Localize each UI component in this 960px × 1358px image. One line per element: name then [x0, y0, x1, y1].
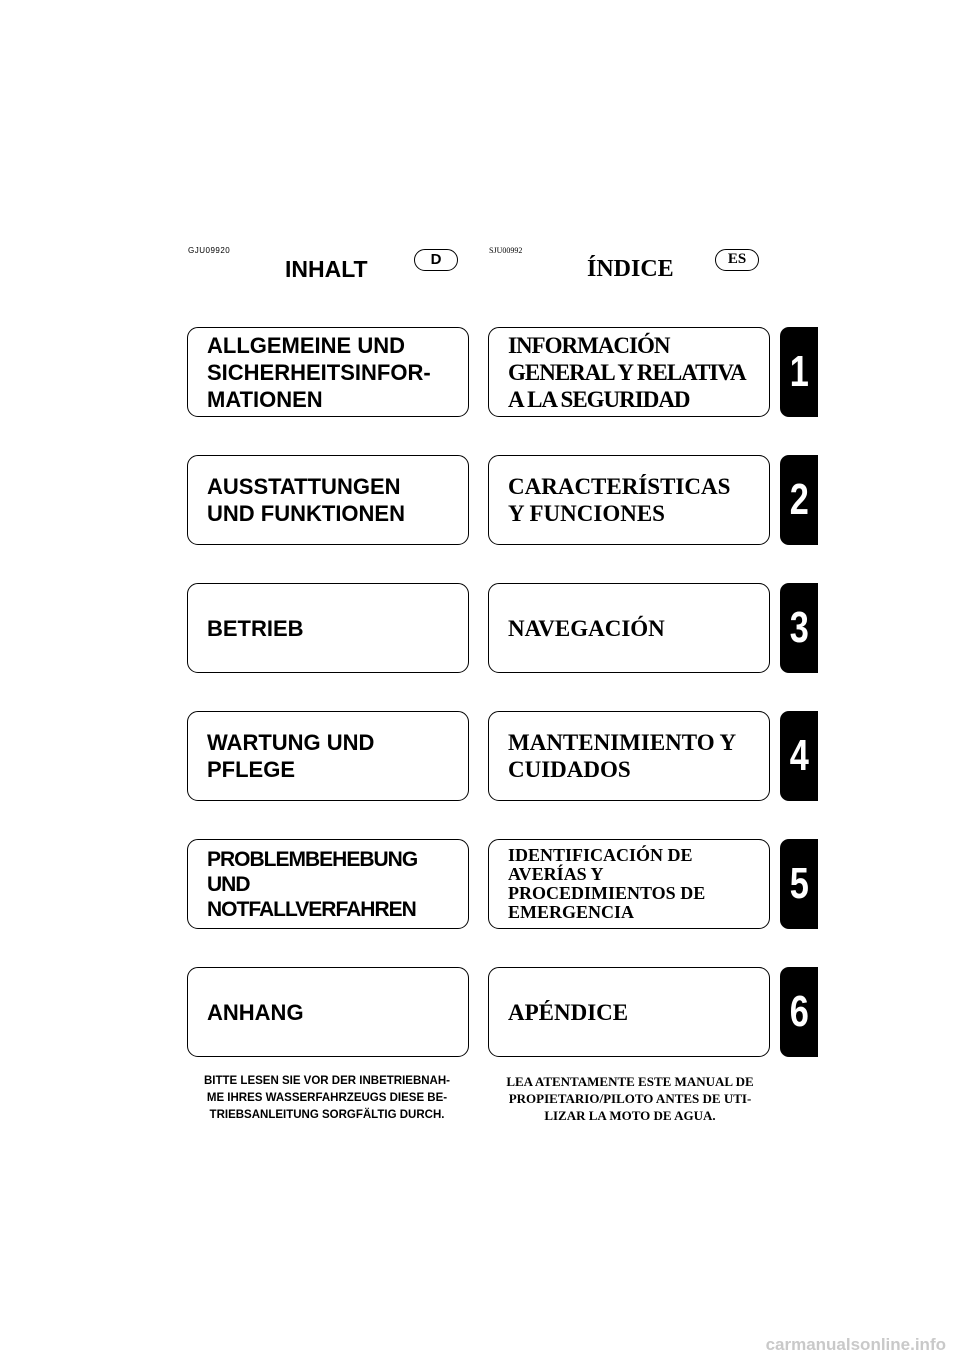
- page-title-de: INHALT: [285, 256, 368, 282]
- section-3-es-label: NAVEGACIÓN: [508, 615, 665, 641]
- section-2-de-label: AUSSTATTUNGEN UND FUNKTIONEN: [207, 474, 405, 526]
- document-code-es: SJU00992: [489, 246, 523, 255]
- section-6-number: 6: [789, 987, 809, 1036]
- section-6-tab[interactable]: [780, 967, 818, 1057]
- section-3-es-link[interactable]: [488, 583, 770, 673]
- section-1-de-label: ALLGEMEINE UND SICHERHEITSINFOR- MATIONEN: [207, 332, 431, 412]
- section-4-es-label: MANTENIMIENTO Y CUIDADOS: [508, 730, 737, 782]
- section-4-es-link[interactable]: [488, 711, 770, 801]
- section-1-number: 1: [789, 347, 809, 396]
- section-4-de-label: WARTUNG UND PFLEGE: [207, 730, 375, 782]
- section-5-tab[interactable]: [780, 839, 818, 929]
- section-1-tab[interactable]: [780, 327, 818, 417]
- section-2-tab[interactable]: [780, 455, 818, 545]
- section-3-number: 3: [789, 603, 809, 652]
- section-2-es-label: CARACTERÍSTICAS Y FUNCIONES: [508, 474, 731, 526]
- watermark-url[interactable]: carmanualsonline.info: [765, 1335, 946, 1354]
- reading-notice-de: BITTE LESEN SIE VOR DER INBETRIEBNAH- ME IHRES WASSERFAHRZEUGS DIESE BE- TRIEBSANLEITUNG SORGFÄLTIG DURCH.: [204, 1075, 450, 1121]
- section-6-de-link[interactable]: [187, 967, 469, 1057]
- document-code-de: GJU09920: [188, 246, 231, 255]
- section-4-number: 4: [789, 731, 809, 780]
- reading-notice-es: LEA ATENTAMENTE ESTE MANUAL DE PROPIETARIO/PILOTO ANTES DE UTI- LIZAR LA MOTO DE AGUA.: [506, 1074, 754, 1123]
- section-3-de-label: BETRIEB: [207, 615, 304, 641]
- section-1-de-link[interactable]: [187, 327, 469, 417]
- section-6-es-label: APÉNDICE: [508, 999, 629, 1025]
- section-6-de-label: ANHANG: [207, 999, 304, 1025]
- language-badge-de: D: [414, 249, 458, 271]
- section-1-es-link[interactable]: [488, 327, 770, 417]
- section-1-es-label: INFORMACIÓN GENERAL Y RELATIVA A LA SEGURIDAD: [508, 332, 746, 412]
- section-2-es-link[interactable]: [488, 455, 770, 545]
- section-5-de-link[interactable]: [187, 839, 469, 929]
- section-2-de-link[interactable]: [187, 455, 469, 545]
- section-4-de-link[interactable]: [187, 711, 469, 801]
- page-title-es: ÍNDICE: [587, 256, 674, 282]
- section-2-number: 2: [789, 475, 809, 524]
- section-5-es-label: IDENTIFICACIÓN DE AVERÍAS Y PROCEDIMIENTOS DE EMERGENCIA: [508, 845, 706, 922]
- section-5-de-label: PROBLEMBEHEBUNG UND NOTFALLVERFAHREN: [207, 847, 418, 921]
- section-5-es-link[interactable]: [488, 839, 770, 929]
- section-6-es-link[interactable]: [488, 967, 770, 1057]
- section-4-tab[interactable]: [780, 711, 818, 801]
- section-3-tab[interactable]: [780, 583, 818, 673]
- section-5-number: 5: [789, 859, 809, 908]
- language-badge-es: ES: [715, 249, 759, 271]
- section-3-de-link[interactable]: [187, 583, 469, 673]
